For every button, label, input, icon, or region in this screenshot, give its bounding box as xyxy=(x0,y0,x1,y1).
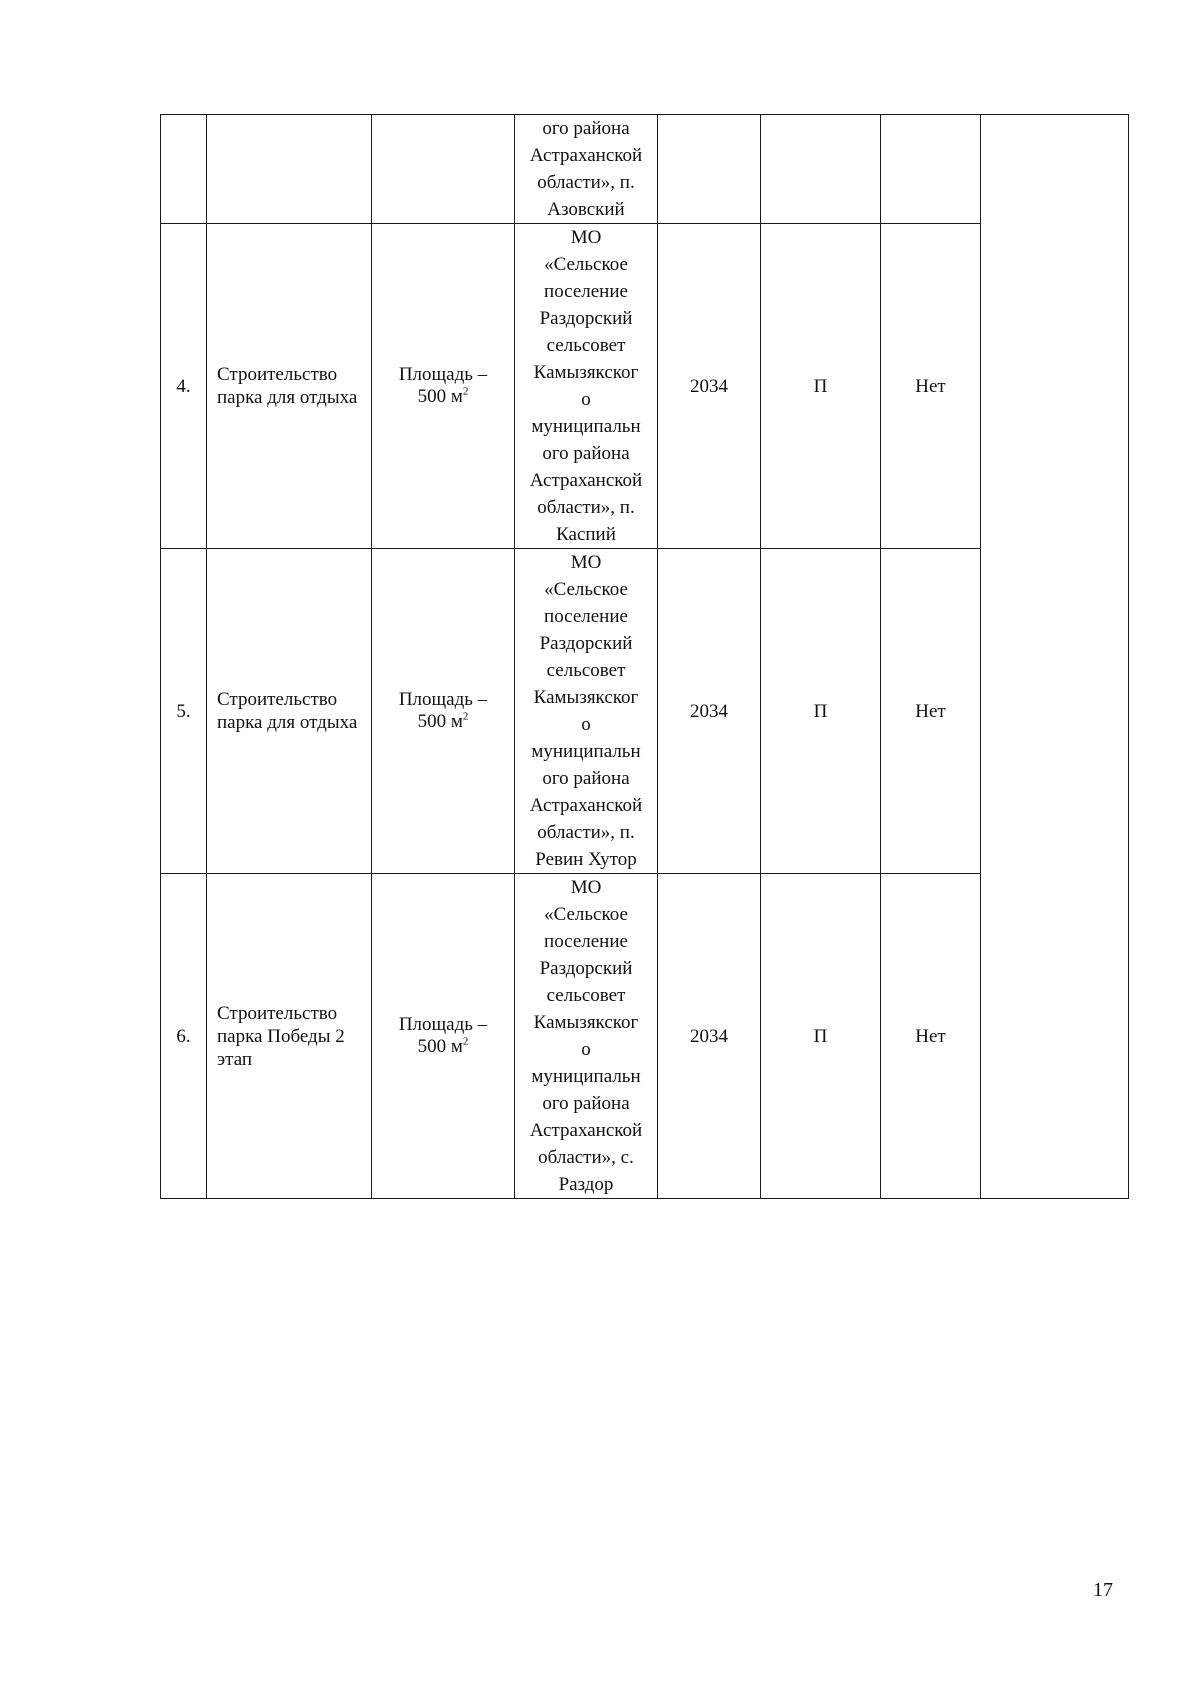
number-cell xyxy=(161,115,207,224)
location-line: о xyxy=(581,714,591,735)
location-line: муниципальн xyxy=(531,741,641,762)
flag-cell: Нет xyxy=(881,224,981,549)
flag-cell: Нет xyxy=(881,874,981,1199)
parameter-cell xyxy=(372,115,515,224)
location-line: поселение xyxy=(544,931,628,952)
location-cell xyxy=(515,874,658,1199)
location-line: поселение xyxy=(544,606,628,627)
year-cell: 2034 xyxy=(658,874,761,1199)
stage-cell xyxy=(761,115,881,224)
location-line: Раздор xyxy=(558,1174,614,1195)
location-line: ого района xyxy=(542,1093,630,1114)
parameter-value: 500 м xyxy=(417,1036,463,1057)
location-line: области», с. xyxy=(538,1147,634,1168)
parameter-superscript: 2 xyxy=(462,710,469,723)
location-line: сельсовет xyxy=(546,335,626,356)
location-line: МО xyxy=(570,877,602,898)
location-line: Раздорский xyxy=(539,633,633,654)
document-table xyxy=(160,114,1129,1199)
location-line: поселение xyxy=(544,281,628,302)
year-cell: 2034 xyxy=(658,549,761,874)
flag-cell xyxy=(881,115,981,224)
row-number: 6. xyxy=(161,874,207,1199)
location-line: Камызякског xyxy=(533,1012,639,1033)
object-name: Строительство парка для отдыха xyxy=(207,224,372,549)
notes-cell xyxy=(981,115,1129,1199)
parameter-superscript: 2 xyxy=(462,385,469,398)
page-number: 17 xyxy=(1093,1579,1113,1601)
location-line: Раздорский xyxy=(539,958,633,979)
location-line: Астраханской xyxy=(529,795,643,816)
parameter-superscript: 2 xyxy=(462,1035,469,1048)
location-line: сельсовет xyxy=(546,985,626,1006)
location-line: сельсовет xyxy=(546,660,626,681)
location-line: Каспий xyxy=(556,524,616,545)
location-line: муниципальн xyxy=(531,416,641,437)
row-number: 5. xyxy=(161,549,207,874)
location-line: «Сельское xyxy=(544,579,628,600)
location-line: Раздорский xyxy=(539,308,633,329)
parameter-prefix: Площадь – xyxy=(398,364,488,385)
location-cell xyxy=(515,224,658,549)
location-line: «Сельское xyxy=(544,254,628,275)
stage-cell: П xyxy=(761,224,881,549)
location-line: Камызякског xyxy=(533,362,639,383)
parameter-value: 500 м xyxy=(417,386,463,407)
location-line: муниципальн xyxy=(531,1066,641,1087)
location-line: МО xyxy=(570,227,602,248)
year-cell xyxy=(658,115,761,224)
object-parameter xyxy=(372,224,515,549)
location-line: о xyxy=(581,389,591,410)
flag-cell: Нет xyxy=(881,549,981,874)
location-line: о xyxy=(581,1039,591,1060)
location-line: Ревин Хутор xyxy=(535,849,637,870)
parameter-prefix: Площадь – xyxy=(398,1014,488,1035)
location-line: ого района xyxy=(542,443,630,464)
location-line: Камызякског xyxy=(533,687,639,708)
stage-cell: П xyxy=(761,874,881,1199)
object-name: Строительство парка для отдыха xyxy=(207,549,372,874)
object-name: Строительство парка Победы 2 этап xyxy=(207,874,372,1199)
name-cell xyxy=(207,115,372,224)
location-line: Астраханской xyxy=(529,145,643,166)
location-cell xyxy=(515,115,658,224)
object-parameter xyxy=(372,874,515,1199)
table-row-continuation xyxy=(161,115,1129,224)
location-line: Астраханской xyxy=(529,470,643,491)
location-line: области», п. xyxy=(537,172,635,193)
year-cell: 2034 xyxy=(658,224,761,549)
location-line: МО xyxy=(570,552,602,573)
location-line: Астраханской xyxy=(529,1120,643,1141)
location-line: Азовский xyxy=(547,199,625,220)
stage-cell: П xyxy=(761,549,881,874)
object-parameter xyxy=(372,549,515,874)
location-cell xyxy=(515,549,658,874)
row-number: 4. xyxy=(161,224,207,549)
location-line: «Сельское xyxy=(544,904,628,925)
location-line: ого района xyxy=(542,768,630,789)
location-line: области», п. xyxy=(537,822,635,843)
location-line: ого района xyxy=(542,118,630,139)
parameter-value: 500 м xyxy=(417,711,463,732)
parameter-prefix: Площадь – xyxy=(398,689,488,710)
location-line: области», п. xyxy=(537,497,635,518)
